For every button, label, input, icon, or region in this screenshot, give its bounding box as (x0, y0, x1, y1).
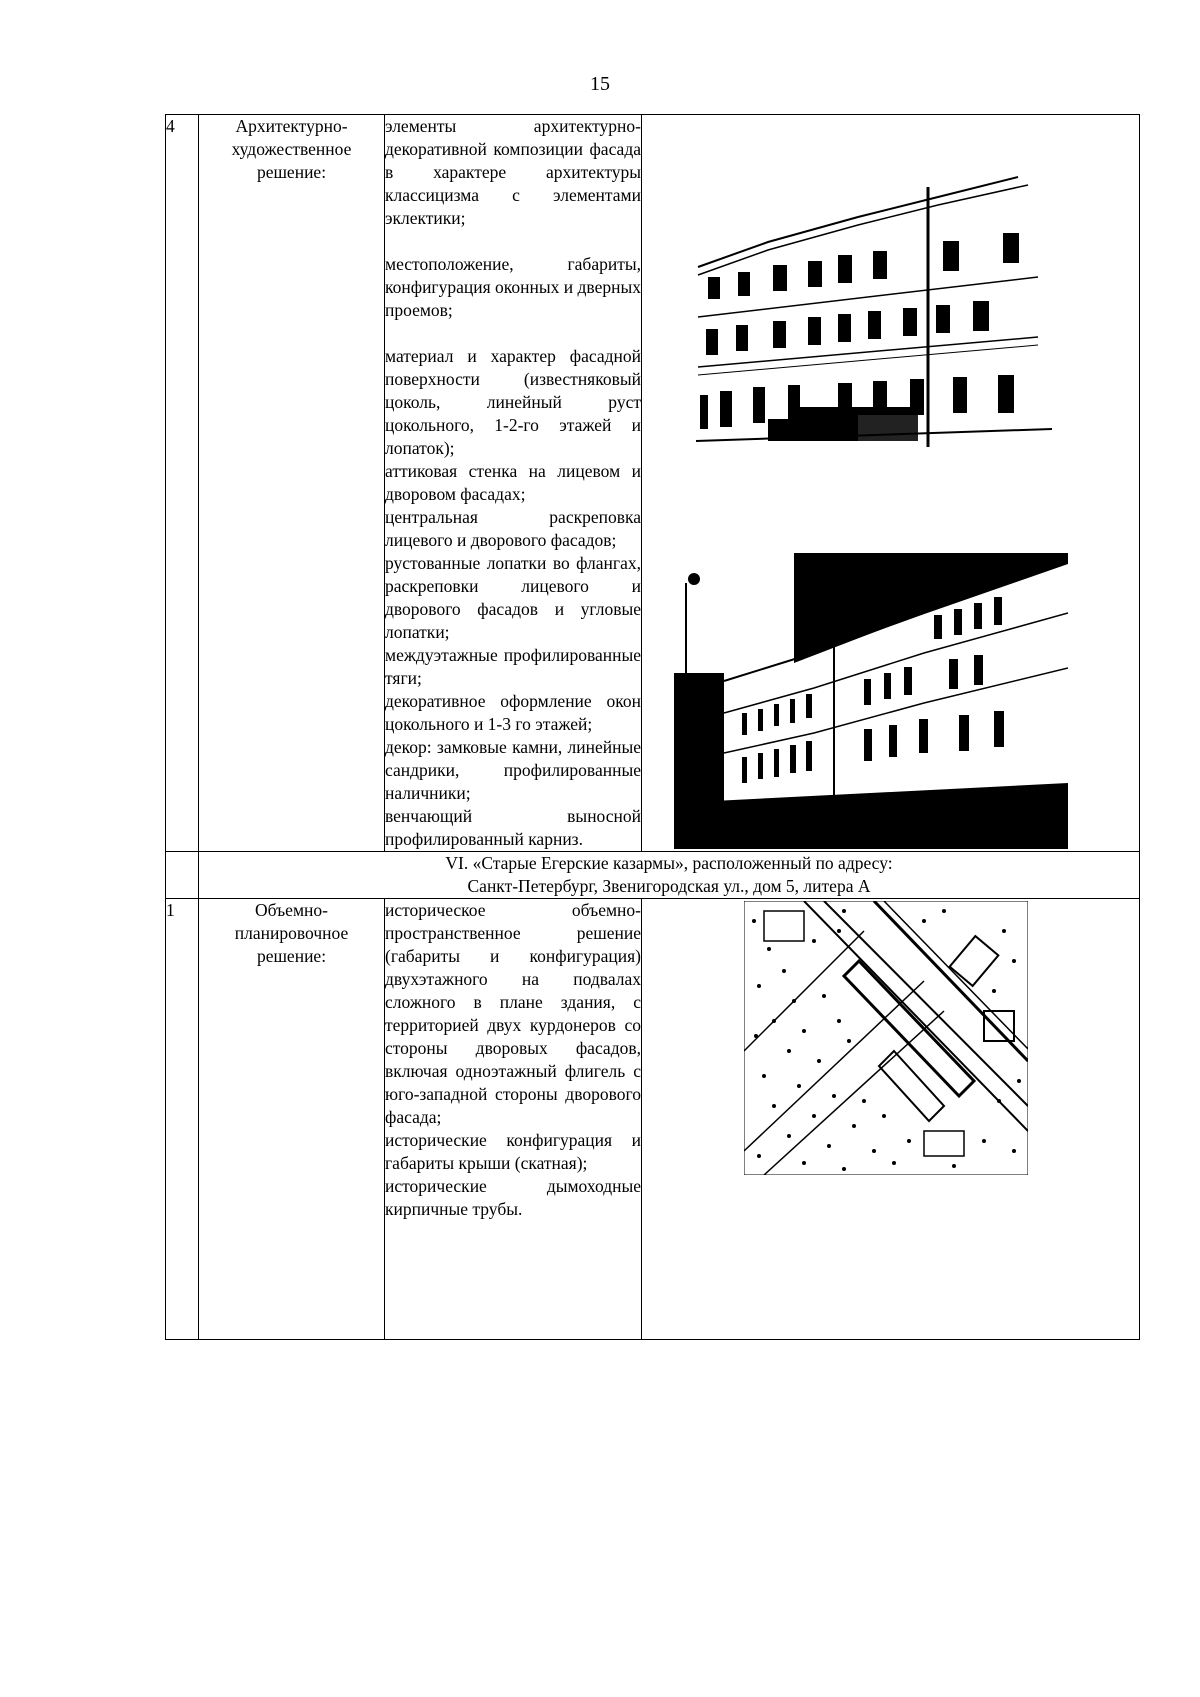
description-item: материал и характер фасадной поверхности (известняковый цоколь, линейный руст цокольного, 1-2-го этажей и лопаток); (385, 346, 641, 458)
section-heading (199, 852, 1140, 899)
description-item: историческое объемно-пространственное решение (габариты и конфигурация) двухэтажного на подвалах сложного в плане здания, с территорией двух курдонеров со стороны дворовых фасадов, включая одноэтажный флигель с юго-западной стороны дворового фасада; (385, 900, 641, 1127)
description-item: рустованные лопатки во флангах, раскреповки лицевого и дворового фасадов и угловые лопатки; (385, 553, 641, 642)
section-heading-address: Санкт-Петербург, Звенигородская ул., дом 5, литера А (467, 876, 871, 896)
description-item: элементы архитектурно-декоративной композиции фасада в характере архитектуры классицизма с элементами эклектики; (385, 116, 641, 228)
row-image-cell (642, 899, 1140, 1340)
row-description (385, 115, 642, 852)
row-image-cell (642, 115, 1140, 852)
row-description (385, 899, 642, 1340)
description-item: исторические дымоходные кирпичные трубы. (385, 1176, 641, 1219)
row-category: Архитектурно-художественное решение: (199, 115, 385, 852)
table-row-volume-solution (166, 899, 1140, 1340)
row-number: 1 (166, 899, 199, 1340)
description-item: местоположение, габариты, конфигурация оконных и дверных проемов; (385, 254, 641, 320)
table-row-architectural-solution (166, 115, 1140, 852)
description-item: аттиковая стенка на лицевом и дворовом фасадах; (385, 461, 641, 504)
row-number: 4 (166, 115, 199, 852)
description-item: междуэтажные профилированные тяги; (385, 645, 641, 688)
facade-photo-perspective (674, 553, 1068, 849)
page-number: 15 (590, 73, 610, 95)
description-item: исторические конфигурация и габариты крыши (скатная); (385, 1130, 641, 1173)
site-plan-map (744, 901, 1028, 1175)
facade-photo-front (688, 157, 1052, 447)
table-section-heading-row (166, 852, 1140, 899)
description-item: декоративное оформление окон цокольного и 1-3 го этажей; (385, 691, 641, 734)
description-item: центральная раскреповка лицевого и дворового фасадов; (385, 507, 641, 550)
section-heading-line: VI. «Старые Егерские казармы», расположенный по адресу: (445, 853, 893, 873)
monument-subject-table (165, 114, 1140, 1340)
description-item: декор: замковые камни, линейные сандрики, профилированные наличники; (385, 737, 641, 803)
description-item: венчающий выносной профилированный карниз. (385, 806, 641, 849)
row-category: Объемно-планировочное решение: (199, 899, 385, 1340)
